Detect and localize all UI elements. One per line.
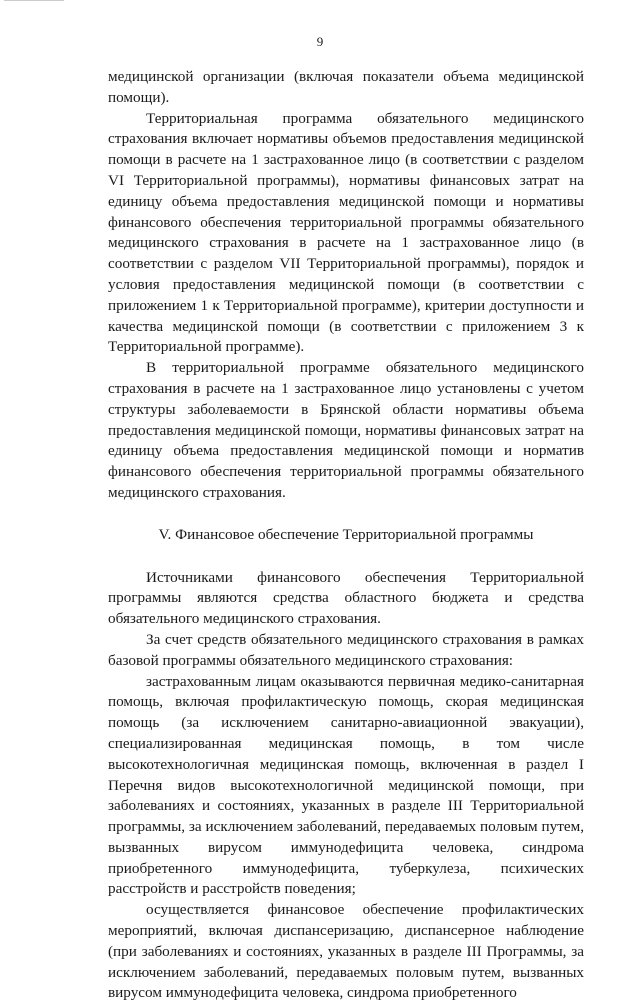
paragraph-3: В территориальной программе обязательного медицинского страхования в расчете на 1 застрахованное лицо установлены с учетом структуры заболеваемости в Брянской области нормативы объема предоставления медицинской помощи, нормативы финансовых затрат на единицу объема предоставления медицинской помощи и норматив финансового обеспечения территориальной программы обязательного медицинского страхования. — [108, 359, 584, 501]
scan-edge-mark — [4, 0, 64, 4]
section-paragraph-1: Источниками финансового обеспечения Территориальной программы являются средства областного бюджета и средства обязательного медицинского страхования. — [108, 568, 584, 628]
paragraph-1: медицинской организации (включая показатели объема медицинской помощи). — [108, 68, 584, 106]
paragraph-2: Территориальная программа обязательного медицинского страхования включает нормативы объемов предоставления медицинской помощи в расчете на 1 застрахованное лицо (в соответствии с разделом VI Территориальной программы), нормативы финансовых затрат на единицу объема предоставления медицинской помощи и нормативы финансового обеспечения территориальной программы обязательного медицинского страхования в расчете на 1 застрахованное лицо (в соответствии с разделом VII Территориальной программы), порядок и условия предоставления медицинской помощи (в соответствии с приложением 1 к Территориальной программе), критерии доступности и качества медицинской помощи (в соответствии с приложением 3 к Территориальной программе). — [108, 109, 584, 356]
section-paragraph-4: осуществляется финансовое обеспечение профилактических мероприятий, включая диспансеризацию, диспансерное наблюдение (при заболеваниях и состояниях, указанных в разделе III Программы, за исключением заболеваний, передаваемых половым путем, вызванных вирусом иммунодефицита человека, синдрома приобретенного — [108, 901, 584, 1002]
document-body — [108, 67, 584, 1004]
section-paragraph-2: За счет средств обязательного медицинского страхования в рамках базовой программы обязательного медицинского страхования: — [108, 630, 584, 669]
page-number: 9 — [316, 34, 324, 49]
section-heading: V. Финансовое обеспечение Территориальной программы — [158, 525, 534, 543]
section-paragraph-3: застрахованным лицам оказываются первичная медико-санитарная помощь, включая профилактическую помощь, скорая медицинская помощь (за исключением санитарно-авиационной эвакуации), специализированная медицинская помощь, в том числе высокотехнологичная медицинская помощь, включенная в раздел I Перечня видов высокотехнологичной медицинской помощи, при заболеваниях и состояниях, указанных в разделе III Территориальной программы, за исключением заболеваний, передаваемых половым путем, вызванных вирусом иммунодефицита человека, синдрома приобретенного иммунодефицита, туберкулеза, психических расстройств и расстройств поведения; — [108, 672, 584, 898]
